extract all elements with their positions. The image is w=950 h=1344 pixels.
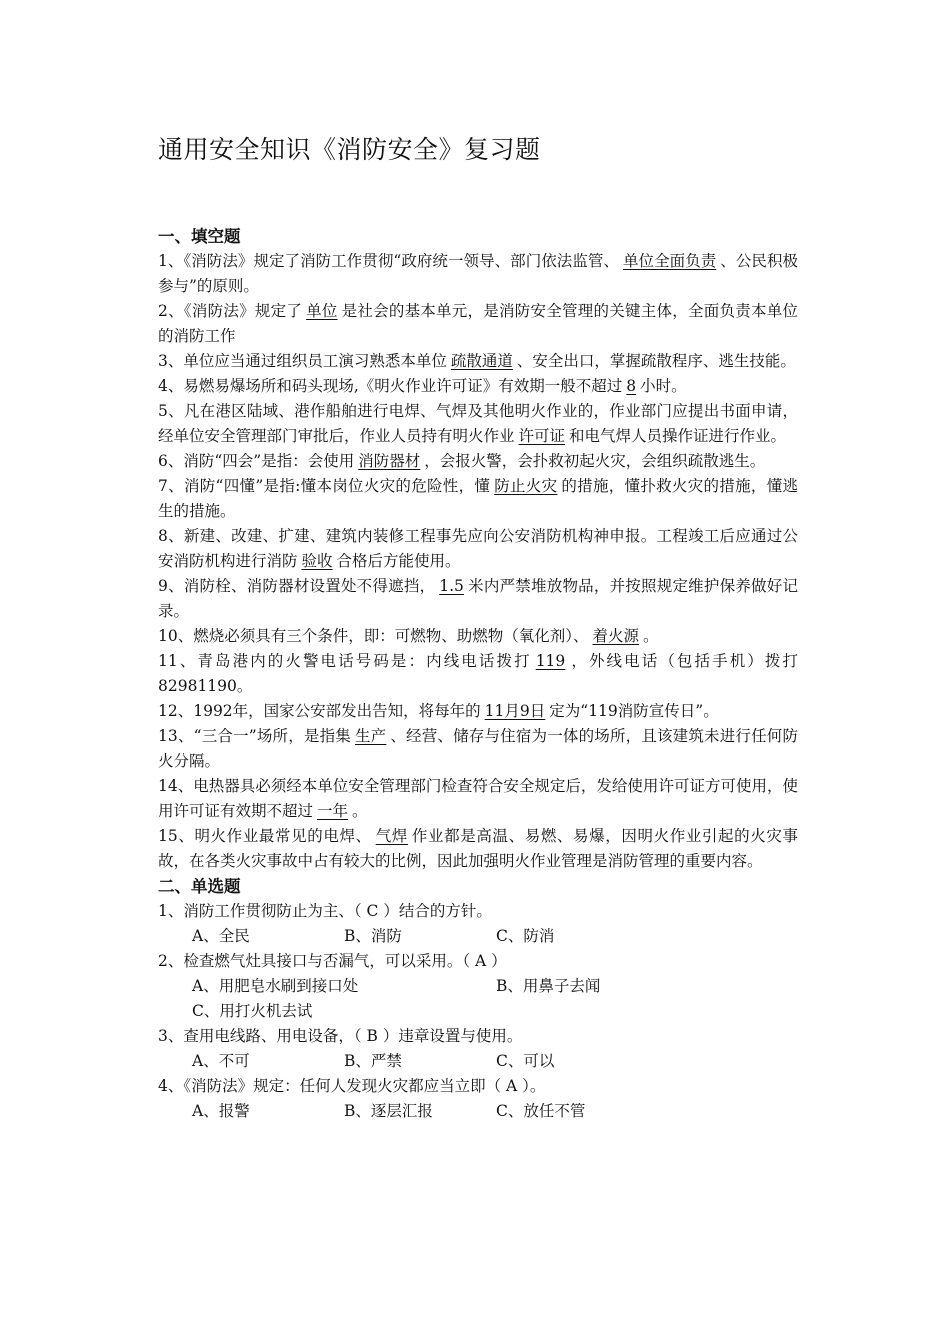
choice-question-stem: 4、《消防法》规定：任何人发现火灾都应当立即（ A ）。 — [158, 1077, 546, 1095]
choice-option: B、严禁 — [344, 1052, 402, 1070]
choice-option: A、报警 — [192, 1102, 250, 1120]
section-heading-single-choice: 二、单选题 — [158, 877, 241, 896]
answer-blank: 119 — [535, 652, 566, 670]
answer-blank: 一年 — [317, 802, 349, 820]
choice-option: A、不可 — [192, 1052, 250, 1070]
answer-blank: 单位全面负责 — [623, 252, 717, 270]
choice-option: B、消防 — [344, 927, 402, 945]
answer-blank: 气焊 — [375, 827, 408, 845]
answer-blank: 防止火灾 — [494, 477, 558, 495]
choice-option: C、放任不管 — [496, 1102, 586, 1120]
section-heading-fill-in: 一、填空题 — [158, 227, 241, 246]
choice-option: C、防消 — [496, 927, 555, 945]
fill-question: 3、单位应当通过组织员工演习熟悉本单位 疏散通道 、安全出口，掌握疏散程序、逃生技能。 — [158, 352, 796, 370]
answer-blank: 8 — [626, 377, 637, 395]
answer-blank: 许可证 — [518, 427, 566, 445]
choice-options — [158, 1049, 798, 1074]
fill-question: 10、燃烧必须具有三个条件，即：可燃物、助燃物（氧化剂）、 着火源 。 — [158, 627, 659, 645]
choice-options — [158, 924, 798, 949]
choice-option: A、全民 — [192, 927, 250, 945]
choice-option: C、可以 — [496, 1052, 555, 1070]
answer-blank: 着火源 — [592, 627, 639, 645]
choice-option: B、用鼻子去闻 — [496, 977, 601, 995]
fill-question: 14、电热器具必须经本单位安全管理部门检查符合安全规定后，发给使用许可证方可使用，使用许可证有效期不超过 一年 。 — [158, 777, 798, 820]
choice-option: C、用打火机去试 — [192, 1002, 313, 1020]
choice-options — [158, 1099, 798, 1124]
document-title: 通用安全知识《消防安全》复习题 — [158, 135, 541, 164]
fill-question: 4、易燃易爆场所和码头现场,《明火作业许可证》有效期一般不超过 8 小时。 — [158, 377, 687, 395]
choice-options — [158, 974, 798, 999]
fill-question: 2、《消防法》规定了 单位 是社会的基本单元，是消防安全管理的关键主体，全面负责本单位的消防工作 — [158, 302, 798, 345]
fill-question: 7、消防“四懂”是指:懂本岗位火灾的危险性，懂 防止火灾 的措施，懂扑救火灾的措施，懂逃生的措施。 — [158, 477, 798, 520]
choice-options — [158, 999, 798, 1024]
fill-question: 11、青岛港内的火警电话号码是：内线电话拨打 119 ，外线电话（包括手机）拨打82981190。 — [158, 652, 798, 695]
fill-question: 1、《消防法》规定了消防工作贯彻“政府统一领导、部门依法监管、 单位全面负责 、公民积极参与”的原则。 — [158, 252, 798, 295]
fill-question: 8、新建、改建、扩建、建筑内装修工程事先应向公安消防机构神申报。工程竣工后应通过公安消防机构进行消防 验收 合格后方能使用。 — [158, 527, 798, 570]
answer-blank: 消防器材 — [358, 452, 421, 470]
answer-blank: 11月9日 — [484, 702, 546, 720]
fill-question: 6、消防“四会”是指：会使用 消防器材 ，会报火警，会扑救初起火灾，会组织疏散逃生。 — [158, 452, 766, 470]
fill-question: 9、消防栓、消防器材设置处不得遮挡， 1.5 米内严禁堆放物品，并按照规定维护保养做好记录。 — [158, 577, 798, 620]
answer-blank: 单位 — [306, 302, 338, 320]
choice-option: B、逐层汇报 — [344, 1102, 433, 1120]
answer-blank: 生产 — [354, 727, 387, 745]
choice-question-stem: 1、消防工作贯彻防止为主、（ C ）结合的方针。 — [158, 902, 492, 920]
answer-blank: 1.5 — [439, 577, 464, 595]
document-body — [158, 224, 798, 1124]
fill-question: 5、凡在港区陆域、港作船舶进行电焊、气焊及其他明火作业的，作业部门应提出书面申请，经单位安全管理部门审批后，作业人员持有明火作业 许可证 和电气焊人员操作证进行作业。 — [158, 402, 798, 445]
fill-question: 15、明火作业最常见的电焊、 气焊 作业都是高温、易燃、易爆，因明火作业引起的火灾事故，在各类火灾事故中占有较大的比例，因此加强明火作业管理是消防管理的重要内容。 — [158, 827, 798, 870]
fill-question: 12、1992年，国家公安部发出告知，将每年的 11月9日 定为“119消防宣传日”。 — [158, 702, 719, 720]
answer-blank: 验收 — [301, 552, 333, 570]
choice-question-stem: 2、检查燃气灶具接口与否漏气，可以采用。（ A ） — [158, 952, 507, 970]
choice-option: A、用肥皂水刷到接口处 — [192, 977, 359, 995]
answer-blank: 疏散通道 — [450, 352, 513, 370]
choice-question-stem: 3、查用电线路、用电设备，（ B ）违章设置与使用。 — [158, 1027, 523, 1045]
fill-question: 13、“三合一”场所，是指集 生产 、经营、储存与住宿为一体的场所，且该建筑未进行任何防火分隔。 — [158, 727, 798, 770]
